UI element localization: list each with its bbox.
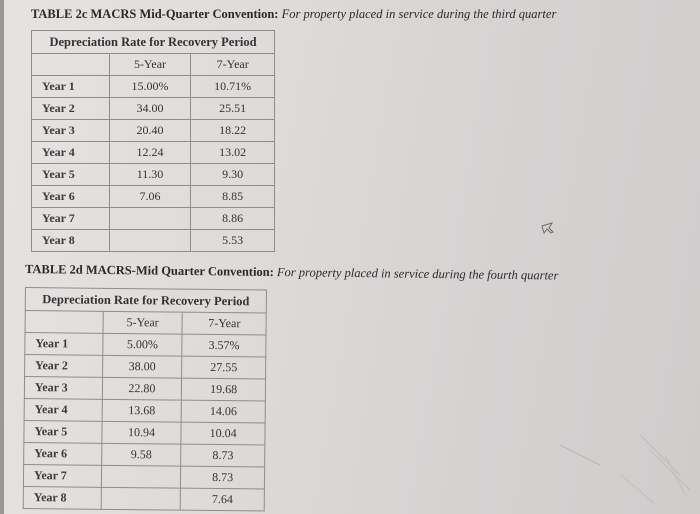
table-2d-5-year-value (101, 465, 181, 488)
table-2c-title-lead: TABLE 2c MACRS Mid-Quarter Convention: (31, 7, 279, 21)
table-2d-5-year-value: 13.68 (102, 399, 182, 422)
table-2c-7-year-value: 10.71% (191, 76, 275, 98)
table-2d (23, 287, 267, 512)
table-2d-7-year-value: 10.04 (181, 422, 265, 445)
table-2c-body (32, 76, 275, 252)
table-2c-7-year-value: 8.85 (191, 186, 275, 208)
table-2c-corner-cell (32, 54, 110, 76)
table-2c-col-7-year: 7-Year (191, 54, 275, 76)
table-2c-title-desc: For property placed in service during the third quarter (281, 7, 557, 21)
table-2c-5-year-value: 11.30 (109, 164, 191, 186)
table-2d-7-year-value: 19.68 (182, 378, 266, 401)
table-2c-row (32, 98, 275, 120)
table-2c-row (32, 120, 275, 142)
table-2d-7-year-value: 7.64 (181, 488, 265, 511)
table-2d-7-year-value: 14.06 (181, 400, 265, 423)
table-2c-7-year-value: 8.86 (191, 208, 275, 230)
table-2d-5-year-value: 5.00% (102, 333, 182, 356)
table-2c-row (32, 164, 275, 186)
table-2c-5-year-value: 20.40 (109, 120, 191, 142)
table-2d-title (25, 262, 559, 284)
table-2d-year-label: Year 5 (24, 420, 102, 443)
table-2d-5-year-value: 38.00 (102, 355, 182, 378)
table-2d-row (25, 333, 266, 358)
table-2c-year-label: Year 7 (32, 208, 110, 230)
mouse-pointer-icon (540, 220, 556, 236)
table-2d-row (23, 486, 264, 511)
table-2d-title-lead: TABLE 2d MACRS-Mid Quarter Convention: (24, 262, 274, 280)
table-2c-5-year-value (109, 208, 191, 230)
table-2c-5-year-value: 12.24 (109, 142, 191, 164)
table-2d-5-year-value (101, 487, 181, 510)
table-2d-row (24, 398, 265, 423)
table-2c-row (32, 208, 275, 230)
table-2d-year-label: Year 2 (25, 355, 103, 378)
table-2c-5-year-value (109, 230, 191, 252)
page-edge-shadow (0, 0, 4, 514)
table-2c-col-5-year: 5-Year (109, 54, 191, 76)
table-2d-col-7-year: 7-Year (182, 312, 266, 335)
table-2d-year-label: Year 1 (25, 333, 103, 356)
table-2c-year-label: Year 6 (32, 186, 110, 208)
table-2c-year-label: Year 5 (32, 164, 110, 186)
table-2c-row (32, 76, 275, 98)
table-2d-7-year-value: 8.73 (181, 444, 265, 467)
table-2d-year-label: Year 3 (24, 377, 102, 400)
table-2d-corner-cell (25, 311, 103, 334)
table-2c-year-label: Year 1 (32, 76, 110, 98)
table-2d-col-5-year: 5-Year (103, 311, 183, 334)
table-2c-row (32, 230, 275, 252)
pen-scratch-marks (520, 395, 700, 514)
table-2d-5-year-value: 10.94 (102, 421, 182, 444)
table-2d-5-year-value: 22.80 (102, 377, 182, 400)
table-2c-5-year-value: 15.00% (109, 76, 191, 98)
table-2d-row (23, 464, 264, 489)
table-2c-year-label: Year 3 (32, 120, 110, 142)
table-2d-title-desc: For property placed in service during the fourth quarter (276, 265, 559, 283)
table-2c-7-year-value: 13.02 (191, 142, 275, 164)
table-2d-7-year-value: 27.55 (182, 356, 266, 379)
table-2c-7-year-value: 9.30 (191, 164, 275, 186)
table-2c-title (31, 7, 556, 22)
table-2c-7-year-value: 25.51 (191, 98, 275, 120)
table-2c-row (32, 142, 275, 164)
table-2d-year-label: Year 7 (23, 464, 101, 487)
table-2c-row (32, 186, 275, 208)
table-2d-year-label: Year 4 (24, 398, 102, 421)
table-2c-year-label: Year 8 (32, 230, 110, 252)
table-2c-5-year-value: 34.00 (109, 98, 191, 120)
table-2d-row (24, 442, 265, 467)
table-2d-year-label: Year 8 (23, 486, 101, 509)
table-2c-7-year-value: 18.22 (191, 120, 275, 142)
table-2d-row (24, 377, 265, 402)
table-2c-year-label: Year 2 (32, 98, 110, 120)
table-2d-7-year-value: 8.73 (181, 466, 265, 489)
table-2d-row (25, 355, 266, 380)
table-2c-year-label: Year 4 (32, 142, 110, 164)
table-2c-5-year-value: 7.06 (109, 186, 191, 208)
table-2c-header: Depreciation Rate for Recovery Period (32, 31, 275, 54)
table-2d-7-year-value: 3.57% (182, 334, 266, 357)
table-2d-header: Depreciation Rate for Recovery Period (25, 288, 266, 314)
table-2d-5-year-value: 9.58 (101, 443, 181, 466)
table-2c-7-year-value: 5.53 (191, 230, 275, 252)
table-2d-body (23, 333, 266, 512)
table-2d-row (24, 420, 265, 445)
table-2c (31, 30, 275, 252)
table-2d-year-label: Year 6 (24, 442, 102, 465)
